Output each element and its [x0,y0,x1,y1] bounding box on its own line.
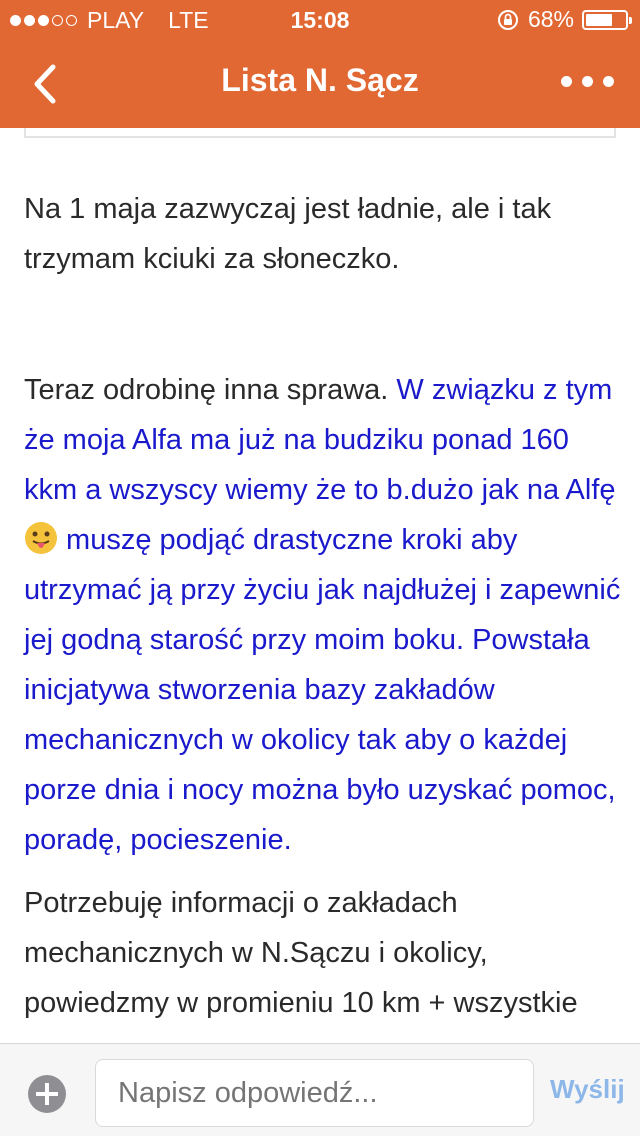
status-time: 15:08 [290,7,350,33]
more-dot-icon [561,76,572,87]
page-title: Lista N. Sącz [221,62,419,98]
add-attachment-button[interactable] [28,1075,66,1113]
send-button[interactable]: Wyślij [550,1074,625,1104]
reply-input[interactable] [95,1059,534,1127]
post-paragraph-3 [24,878,624,1028]
network-type: LTE [168,7,209,33]
post-text: Na 1 maja zazwyczaj jest ładnie, ale i tak trzymam kciuki za słoneczko. [24,193,552,275]
post-paragraph-2 [24,365,624,865]
blue-text: W związku z tym że moja Alfa ma już na budziku ponad 160 kkm a wszyscy wiemy że to b.dużo jak na Alfę [24,374,616,506]
carrier-name: PLAY [87,7,145,33]
battery-icon [582,10,628,30]
reply-composer [0,1043,640,1136]
nav-bar [0,40,640,128]
rotation-lock-icon [496,8,520,32]
blue-text: muszę podjąć drastyczne kroki aby utrzymać ją przy życiu jak najdłużej i zapewnić jej godną starość przy moim boku. Powstała inicjatywa stworzenia bazy zakładów mechanicznych w okolicy tak aby o każdej porze dnia i nocy można było uzyskać pomoc, poradę, pocieszenie. [24,524,621,856]
more-dot-icon [582,76,593,87]
post-text: Teraz odrobinę inna sprawa. [24,374,397,406]
app-header [0,0,640,128]
more-dot-icon [603,76,614,87]
post-content[interactable] [0,128,640,1043]
post-text: Potrzebuję informacji o zakładach mechanicznych w N.Sączu i okolicy, powiedzmy w promieniu 10 km + wszystkie [24,887,578,1019]
more-options-button[interactable] [561,76,614,87]
post-paragraph-1 [24,184,624,284]
tongue-out-emoji-icon [24,521,58,555]
quote-box [24,128,616,138]
battery-percent: 68% [527,6,574,32]
status-bar [0,0,640,40]
